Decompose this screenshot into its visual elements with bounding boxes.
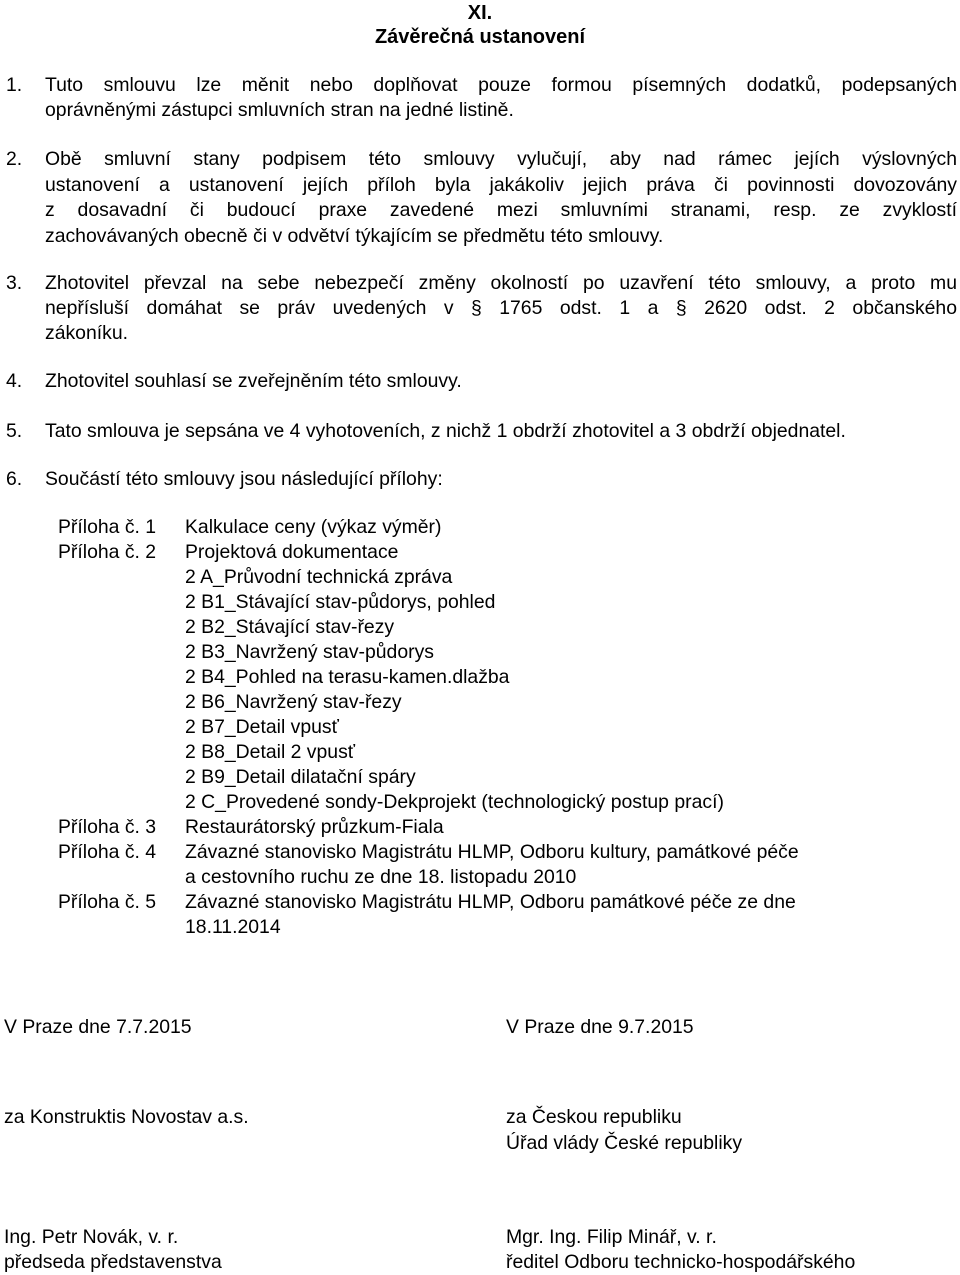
clause-line: ustanovení a ustanovení jejích příloh byla jakákoliv jejich práva či povinnosti dovozovány: [45, 174, 957, 196]
clause-number: 1.: [6, 74, 23, 96]
clause-line: Zhotovitel souhlasí se zveřejněním této smlouvy.: [45, 370, 462, 392]
attachment-line: Závazné stanovisko Magistrátu HLMP, Odboru kultury, památkové péče: [185, 841, 799, 863]
attachment-label: Příloha č. 5: [58, 891, 157, 913]
clause-line: oprávněnými zástupci smluvních stran na jedné listině.: [45, 99, 514, 121]
clause-line: Součástí této smlouvy jsou následující přílohy:: [45, 468, 443, 490]
signatory-role: předseda představenstva: [4, 1251, 222, 1273]
attachment-line: 2 C_Provedené sondy-Dekprojekt (technologický postup prací): [185, 791, 724, 813]
attachment-line: Restaurátorský průzkum-Fiala: [185, 816, 444, 838]
clause-line: zákoníku.: [45, 322, 128, 344]
signatory-name: Mgr. Ing. Filip Minář, v. r.: [506, 1226, 717, 1248]
signature-party: za Českou republiku: [506, 1106, 682, 1128]
clause-number: 6.: [6, 468, 23, 490]
attachment-line: 18.11.2014: [185, 916, 281, 938]
attachment-line: 2 B1_Stávající stav-půdorys, pohled: [185, 591, 496, 613]
attachment-line: 2 B6_Navržený stav-řezy: [185, 691, 402, 713]
attachment-label: Příloha č. 2: [58, 541, 157, 563]
attachment-label: Příloha č. 4: [58, 841, 157, 863]
clause-line: zachovávaných obecně či v odvětví týkajícím se předmětu této smlouvy.: [45, 225, 664, 247]
signature-party: Úřad vlády České republiky: [506, 1132, 743, 1154]
signatory-name: Ing. Petr Novák, v. r.: [4, 1226, 179, 1248]
attachment-label: Příloha č. 3: [58, 816, 157, 838]
attachment-line: 2 B7_Detail vpusť: [185, 716, 339, 738]
clause-line: Obě smluvní stany podpisem této smlouvy vylučují, aby nad rámec jejích výslovných: [45, 148, 957, 170]
attachment-line: a cestovního ruchu ze dne 18. listopadu 2010: [185, 866, 577, 888]
attachment-label: Příloha č. 1: [58, 516, 157, 538]
section-title: Závěrečná ustanovení: [374, 26, 586, 48]
attachment-line: Kalkulace ceny (výkaz výměr): [185, 516, 442, 538]
attachment-line: 2 A_Průvodní technická zpráva: [185, 566, 453, 588]
clause-line: Zhotovitel převzal na sebe nebezpečí změny okolností po uzavření této smlouvy, a proto mu: [45, 272, 957, 294]
clause-line: Tuto smlouvu lze měnit nebo doplňovat pouze formou písemných dodatků, podepsaných: [45, 74, 957, 96]
signature-date: V Praze dne 9.7.2015: [506, 1016, 694, 1038]
attachment-line: 2 B4_Pohled na terasu-kamen.dlažba: [185, 666, 510, 688]
attachment-line: 2 B9_Detail dilatační spáry: [185, 766, 416, 788]
signatory-role: ředitel Odboru technicko-hospodářského: [506, 1251, 856, 1273]
attachment-line: Projektová dokumentace: [185, 541, 399, 563]
clause-line: z dosavadní či budoucí praxe zavedené mezi smluvními stranami, resp. ze zvyklostí: [45, 199, 957, 221]
signature-party: za Konstruktis Novostav a.s.: [4, 1106, 249, 1128]
clause-number: 3.: [6, 272, 23, 294]
attachment-line: 2 B8_Detail 2 vpusť: [185, 741, 356, 763]
clause-line: nepřísluší domáhat se práv uvedených v § 1765 odst. 1 a § 2620 odst. 2 občanského: [45, 297, 957, 319]
signature-date: V Praze dne 7.7.2015: [4, 1016, 192, 1038]
attachment-line: 2 B2_Stávající stav-řezy: [185, 616, 395, 638]
attachment-line: 2 B3_Navržený stav-půdorys: [185, 641, 434, 663]
clause-number: 5.: [6, 420, 23, 442]
clause-line: Tato smlouva je sepsána ve 4 vyhotoveních, z nichž 1 obdrží zhotovitel a 3 obdrží objednatel.: [45, 420, 846, 442]
attachment-line: Závazné stanovisko Magistrátu HLMP, Odboru památkové péče ze dne: [185, 891, 796, 913]
clause-number: 2.: [6, 148, 23, 170]
clause-number: 4.: [6, 370, 23, 392]
section-number: XI.: [467, 2, 493, 24]
